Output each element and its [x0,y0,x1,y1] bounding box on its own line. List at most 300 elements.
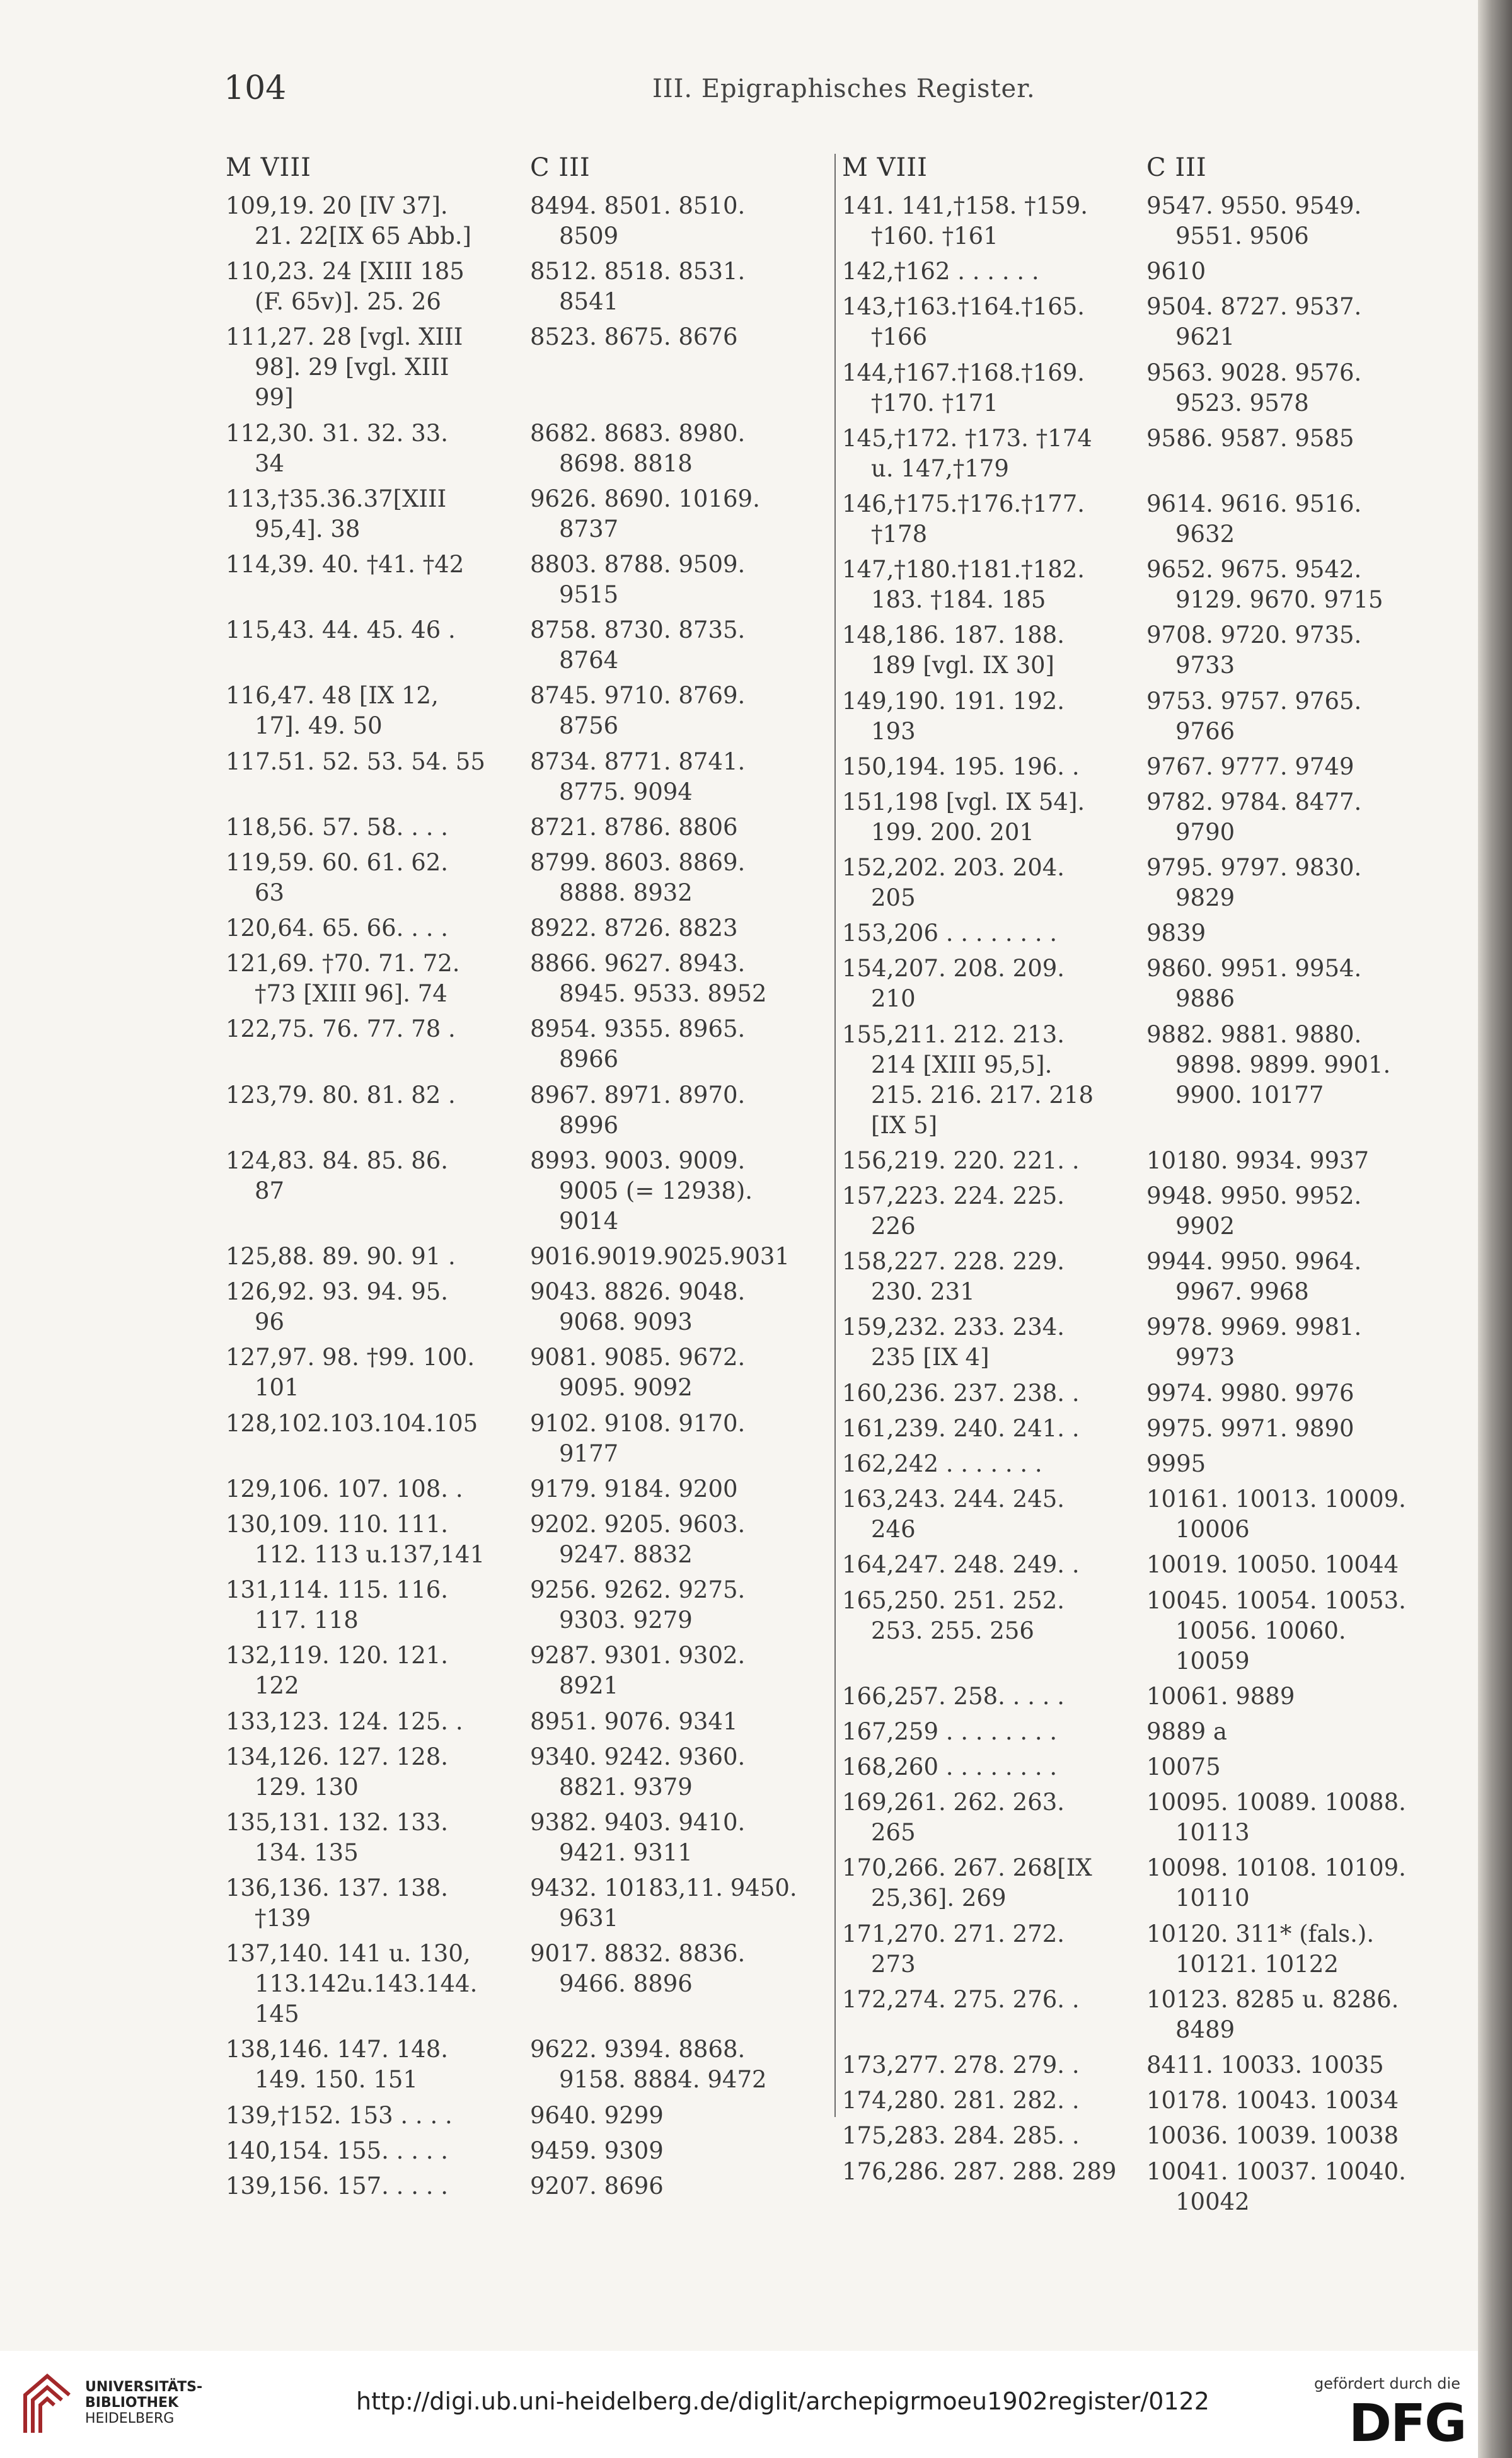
entry-line: 8489 [1175,2016,1235,2043]
entry-line: 230. 231 [871,1278,975,1306]
register-entry [842,1146,1447,1179]
register-entry [842,1717,1447,1750]
entry-line: 34 [255,449,285,477]
entry-line: 8764 [559,647,619,674]
register-entry [226,681,831,744]
entry-line: 167,259 . . . . . . . . [842,1717,1058,1745]
entry-line: 115,43. 44. 45. 46 . [226,616,456,644]
entry-line: 21. 22[IX 65 Abb.] [255,222,471,250]
entry-line: 122 [255,1672,299,1700]
entry-source-reference [226,681,519,741]
entry-line: 9081. 9085. 9672. [530,1344,746,1371]
entry-corpus-numbers [530,1939,833,1999]
entry-line: 163,243. 244. 245. [842,1486,1065,1513]
page-header [224,69,1450,120]
entry-line: 121,69. †70. 71. 72. [226,950,460,978]
column-divider [834,154,836,2117]
entry-line: 9614. 9616. 9516. [1146,490,1362,517]
entry-source-reference [226,484,519,545]
entry-line: 10042 [1175,2188,1250,2215]
entry-source-reference [842,489,1135,550]
entry-line: 9733 [1175,652,1235,679]
entry-corpus-numbers [1146,292,1449,352]
entry-line: 9177 [559,1440,619,1467]
entry-corpus-numbers [530,812,833,843]
entry-line: 8921 [559,1672,619,1700]
entry-line: 134,126. 127. 128. [226,1743,449,1770]
entry-source-reference [226,1342,519,1403]
entry-corpus-numbers [1146,1484,1449,1545]
register-entry [842,257,1447,289]
entry-line: 112. 113 u.137,141 [255,1540,485,1568]
entry-line: 99] [255,384,294,412]
entry-source-reference [842,1020,1135,1141]
register-entry [226,1080,831,1143]
entry-line: 9902 [1175,1213,1235,1240]
entry-source-reference [226,191,519,251]
entry-corpus-numbers [530,1873,833,1934]
entry-corpus-numbers [530,1575,833,1636]
entry-source-reference [842,1787,1135,1848]
entry-corpus-numbers [1146,358,1449,418]
entry-line: 120,64. 65. 66. . . . [226,915,448,942]
entry-line: 128,102.103.104.105 [226,1409,478,1437]
entry-source-reference [226,1277,519,1337]
entry-source-reference [842,1414,1135,1444]
entry-line: 139,†152. 153 . . . . [226,2101,453,2129]
entry-corpus-numbers [530,191,833,251]
entry-source-reference [842,1919,1135,1980]
entry-corpus-numbers [1146,1414,1449,1444]
logo-line: HEIDELBERG [85,2411,175,2426]
entry-corpus-numbers [1146,1449,1449,1479]
entry-line: 129,106. 107. 108. . [226,1475,463,1503]
entry-line: 10041. 10037. 10040. [1146,2157,1406,2185]
register-entry [226,848,831,911]
entry-line: †139 [255,1905,311,1932]
entry-line: 147,†180.†181.†182. [842,556,1085,584]
page-number: 104 [224,69,287,107]
register-entry [842,358,1447,421]
entry-line: 9640. 9299 [530,2101,664,2129]
entry-line: 9504. 8727. 9537. [1146,293,1362,321]
entry-line: 9303. 9279 [559,1607,693,1634]
entry-corpus-numbers [1146,1312,1449,1373]
register-entry [842,1247,1447,1310]
entry-corpus-numbers [530,1014,833,1075]
register-entry [842,853,1447,916]
entry-line: 8737 [559,515,619,543]
entry-corpus-numbers [1146,555,1449,615]
university-library-logo-icon [19,2370,76,2439]
entry-corpus-numbers [530,2136,833,2166]
register-entry [226,1242,831,1274]
entry-line: 8756 [559,712,619,740]
entry-corpus-numbers [530,747,833,807]
book-spine-edge [1478,0,1512,2458]
register-entry [842,1414,1447,1446]
register-entry [842,1682,1447,1714]
entry-source-reference [842,424,1135,484]
entry-line: †170. †171 [871,389,998,417]
entry-line: 10110 [1175,1884,1250,1912]
entry-corpus-numbers [1146,1919,1449,1980]
entry-line: 8721. 8786. 8806 [530,813,738,841]
register-entry [842,424,1447,487]
register-entry [842,1449,1447,1482]
entry-line: 9974. 9980. 9976 [1146,1379,1354,1407]
register-entry [226,1873,831,1936]
entry-line: 9829 [1175,884,1235,912]
entry-line: 9631 [559,1905,619,1932]
entry-line: 148,186. 187. 188. [842,621,1065,649]
entry-line: 151,198 [vgl. IX 54]. [842,788,1085,816]
entry-corpus-numbers [530,1409,833,1469]
entry-line: 9005 (= 12938). [559,1177,753,1204]
entry-source-reference [842,1682,1135,1712]
entry-line: 10061. 9889 [1146,1682,1295,1710]
register-column-left [226,153,831,2207]
entry-line: 172,274. 275. 276. . [842,1985,1080,2013]
entry-line: 10123. 8285 u. 8286. [1146,1985,1399,2013]
entry-line: 134. 135 [255,1838,359,1866]
entry-line: 160,236. 237. 238. . [842,1379,1080,1407]
entry-source-reference [226,322,519,413]
entry-line: 8799. 8603. 8869. [530,848,746,876]
entry-source-reference [842,1378,1135,1409]
entry-line: 8954. 9355. 8965. [530,1015,746,1043]
register-entry [226,322,831,415]
entry-corpus-numbers [530,550,833,610]
entry-corpus-numbers [530,2171,833,2201]
column-header [226,153,831,191]
entry-line: 10098. 10108. 10109. [1146,1854,1406,1882]
entry-line: 117.51. 52. 53. 54. 55 [226,747,485,775]
entry-line: 9563. 9028. 9576. [1146,359,1362,386]
register-entry [842,2086,1447,2118]
entry-line: 173,277. 278. 279. . [842,2051,1080,2079]
source-url-link[interactable]: http://digi.ub.uni-heidelberg.de/diglit/archepigrmoeu1902register/0122 [356,2387,1209,2415]
entry-line: [IX 5] [871,1111,938,1139]
register-entry [226,812,831,845]
entry-line: 9767. 9777. 9749 [1146,753,1354,780]
entry-line: 9158. 8884. 9472 [559,2066,767,2094]
entry-corpus-numbers [530,1277,833,1337]
entry-line: 9179. 9184. 9200 [530,1475,738,1503]
entry-corpus-numbers [1146,191,1449,251]
entry-line: 8411. 10033. 10035 [1146,2051,1384,2079]
register-entry [226,2101,831,2133]
entry-line: 10178. 10043. 10034 [1146,2087,1399,2115]
entry-line: 9766 [1175,717,1235,745]
entry-source-reference [226,1474,519,1504]
entry-line: 246 [871,1516,916,1543]
entry-line: 8821. 9379 [559,1773,693,1801]
register-entry [842,2050,1447,2083]
entry-line: 8966 [559,1046,619,1073]
entry-line: 8734. 8771. 8741. [530,747,746,775]
register-entry [226,913,831,946]
column-header-corpus: C III [1146,153,1207,182]
entry-line: 142,†162 . . . . . . [842,258,1039,286]
entry-corpus-numbers [1146,853,1449,913]
entry-corpus-numbers [1146,918,1449,949]
entry-line: 175,283. 284. 285. . [842,2122,1080,2150]
entry-source-reference [842,1449,1135,1479]
register-entry [226,1014,831,1077]
entry-corpus-numbers [1146,1181,1449,1242]
entry-source-reference [842,686,1135,747]
entry-corpus-numbers [1146,1378,1449,1409]
entry-corpus-numbers [530,848,833,908]
entry-line: 10121. 10122 [1175,1950,1339,1978]
register-entry [226,1707,831,1740]
entry-line: 9043. 8826. 9048. [530,1278,746,1306]
entry-line: 9708. 9720. 9735. [1146,621,1362,649]
entry-line: (F. 65v)]. 25. 26 [255,288,441,316]
entry-source-reference [842,1717,1135,1747]
logo-line: UNIVERSITÄTS- [85,2379,203,2395]
entry-source-reference [842,1752,1135,1782]
entry-line: 111,27. 28 [vgl. XIII [226,323,463,351]
entry-line: 10036. 10039. 10038 [1146,2122,1399,2150]
entry-line: 8993. 9003. 9009. [530,1146,746,1174]
entry-source-reference [842,2086,1135,2116]
entry-corpus-numbers [1146,1717,1449,1747]
entry-source-reference [226,1873,519,1934]
entry-line: 8967. 8971. 8970. [530,1081,746,1109]
entry-line: 9287. 9301. 9302. [530,1642,746,1670]
entry-source-reference [842,853,1135,913]
entry-line: 166,257. 258. . . . . [842,1682,1065,1710]
register-entry [226,1277,831,1340]
entry-line: 9652. 9675. 9542. [1146,556,1362,584]
entry-line: 159,232. 233. 234. [842,1313,1065,1341]
entry-source-reference [226,1509,519,1570]
entry-source-reference [226,1575,519,1636]
entry-corpus-numbers [1146,2086,1449,2116]
entry-source-reference [842,2050,1135,2080]
entry-line: 215. 216. 217. 218 [871,1081,1094,1109]
register-entry [842,1586,1447,1679]
entry-line: 10180. 9934. 9937 [1146,1146,1370,1174]
entry-line: 235 [IX 4] [871,1344,990,1371]
entry-corpus-numbers [1146,2050,1449,2080]
entry-line: 123,79. 80. 81. 82 . [226,1081,456,1109]
register-entry [226,747,831,810]
column-header-source: M VIII [842,153,928,182]
entry-line: 8888. 8932 [559,879,693,906]
entry-line: 9753. 9757. 9765. [1146,687,1362,715]
entry-line: 9014 [559,1207,619,1235]
entry-source-reference [842,1181,1135,1242]
entry-line: 10113 [1175,1819,1250,1847]
entry-corpus-numbers [1146,1146,1449,1176]
entry-source-reference [226,1080,519,1111]
entry-source-reference [842,918,1135,949]
register-entry [842,555,1447,618]
entry-corpus-numbers [530,484,833,545]
entry-line: 8523. 8675. 8676 [530,323,738,351]
entry-source-reference [226,1808,519,1868]
entry-corpus-numbers [530,257,833,317]
entry-line: 98]. 29 [vgl. XIII [255,354,449,381]
entry-line: 9016.9019.9025.9031 [530,1243,790,1270]
entry-line: 165,250. 251. 252. [842,1586,1065,1614]
entry-source-reference [226,2171,519,2201]
entry-source-reference [226,1014,519,1044]
register-entry [842,1181,1447,1244]
register-entry [226,191,831,254]
entry-line: 10006 [1175,1516,1250,1543]
entry-line: 95,4]. 38 [255,515,361,543]
entry-corpus-numbers [530,1742,833,1803]
entry-corpus-numbers [530,2034,833,2095]
entry-line: 9967. 9968 [1175,1278,1309,1306]
entry-corpus-numbers [530,1707,833,1737]
register-entry [226,418,831,482]
entry-line: 113.142u.143.144. [255,1970,478,1998]
register-entry [842,1378,1447,1411]
register-entry [842,918,1447,951]
entry-line: 9889 a [1146,1717,1227,1745]
entry-source-reference [842,752,1135,782]
entry-line: 8922. 8726. 8823 [530,915,738,942]
entry-corpus-numbers [530,2101,833,2131]
entry-line: 10045. 10054. 10053. [1146,1586,1406,1614]
register-entry [226,1641,831,1704]
register-entry [842,1484,1447,1547]
entry-line: 265 [871,1819,916,1847]
entry-source-reference [842,358,1135,418]
register-entry [842,1550,1447,1583]
entry-source-reference [842,555,1135,615]
register-entry [226,2171,831,2204]
entry-source-reference [842,292,1135,352]
register-entry [226,1509,831,1572]
entry-line: 8541 [559,288,619,316]
entry-line: 9515 [559,580,619,608]
entry-source-reference [842,1853,1135,1913]
entry-corpus-numbers [1146,424,1449,454]
university-library-name [85,2379,202,2426]
register-entry [226,1742,831,1805]
register-entry [842,620,1447,683]
entry-line: 10056. 10060. [1175,1617,1346,1644]
entry-line: 9632 [1175,520,1235,548]
entry-line: 132,119. 120. 121. [226,1642,449,1670]
register-entry [842,1020,1447,1143]
entry-line: 9790 [1175,818,1235,846]
entry-source-reference [226,1641,519,1701]
entry-source-reference [842,1312,1135,1373]
entry-corpus-numbers [530,1641,833,1701]
entry-line: 154,207. 208. 209. [842,955,1065,983]
entry-line: 9978. 9969. 9981. [1146,1313,1362,1341]
register-entry [226,257,831,320]
entry-line: 168,260 . . . . . . . . [842,1753,1058,1781]
register-column-right [842,153,1447,2222]
entry-source-reference [226,1409,519,1439]
entry-source-reference [842,1985,1135,2015]
entry-corpus-numbers [530,1146,833,1237]
entry-source-reference [226,2101,519,2131]
entry-line: 161,239. 240. 241. . [842,1414,1080,1442]
register-entry [226,2034,831,2097]
entry-line: 9944. 9950. 9964. [1146,1248,1362,1276]
entry-corpus-numbers [530,1242,833,1272]
entry-corpus-numbers [1146,787,1449,848]
entry-line: 135,131. 132. 133. [226,1808,449,1836]
entry-source-reference [226,913,519,943]
register-entry [842,191,1447,254]
entry-line: 9882. 9881. 9880. [1146,1020,1362,1048]
entry-line: 9017. 8832. 8836. [530,1940,746,1968]
entry-source-reference [226,615,519,645]
entry-corpus-numbers [1146,2157,1449,2217]
entry-line: 117. 118 [255,1607,359,1634]
register-entry [226,2136,831,2169]
entry-line: 8682. 8683. 8980. [530,419,746,447]
entry-line: 8509 [559,222,619,250]
entry-line: 8803. 8788. 9509. [530,550,746,578]
entry-line: 8866. 9627. 8943. [530,950,746,978]
entry-line: 9886 [1175,985,1235,1013]
entry-line: 9202. 9205. 9603. [530,1510,746,1538]
register-entry [226,1342,831,1405]
entry-line: 10095. 10089. 10088. [1146,1789,1406,1816]
register-entry [842,1312,1447,1375]
entry-line: 9256. 9262. 9275. [530,1576,746,1604]
entry-corpus-numbers [1146,1550,1449,1580]
entry-source-reference [226,2034,519,2095]
entry-corpus-numbers [1146,1586,1449,1676]
entry-corpus-numbers [1146,2121,1449,2151]
entry-line: 129. 130 [255,1773,359,1801]
register-entry [842,2121,1447,2154]
entry-line: 17]. 49. 50 [255,712,383,740]
entry-line: 150,194. 195. 196. . [842,753,1080,780]
entry-line: 116,47. 48 [IX 12, [226,682,439,710]
register-entry [842,2157,1447,2220]
entry-line: 145,†172. †173. †174 [842,424,1092,452]
entry-line: 9626. 8690. 10169. [530,485,760,512]
entry-line: 149,190. 191. 192. [842,687,1065,715]
register-entry [842,1985,1447,2048]
entry-source-reference [842,2157,1135,2187]
dfg-logo: DFG [1349,2394,1466,2454]
entry-line: 10059 [1175,1647,1250,1675]
entry-source-reference [226,2136,519,2166]
funded-by-label: gefördert durch die [1314,2375,1460,2392]
entry-source-reference [842,1586,1135,1646]
register-entry [226,1474,831,1507]
entry-line: 109,19. 20 [IV 37]. [226,192,448,219]
register-entry [842,292,1447,355]
entry-line: 9621 [1175,323,1235,351]
entry-line: 8698. 8818 [559,449,693,477]
entry-corpus-numbers [1146,1853,1449,1913]
entry-line: 9586. 9587. 9585 [1146,424,1354,452]
entry-line: †73 [XIII 96]. 74 [255,980,447,1008]
entry-line: 133,123. 124. 125. . [226,1707,463,1735]
entry-line: 25,36]. 269 [871,1884,1007,1912]
entry-line: 9421. 9311 [559,1838,693,1866]
entry-line: 101 [255,1374,299,1402]
entry-corpus-numbers [1146,489,1449,550]
entry-line: 9975. 9971. 9890 [1146,1414,1354,1442]
register-entry [226,949,831,1012]
